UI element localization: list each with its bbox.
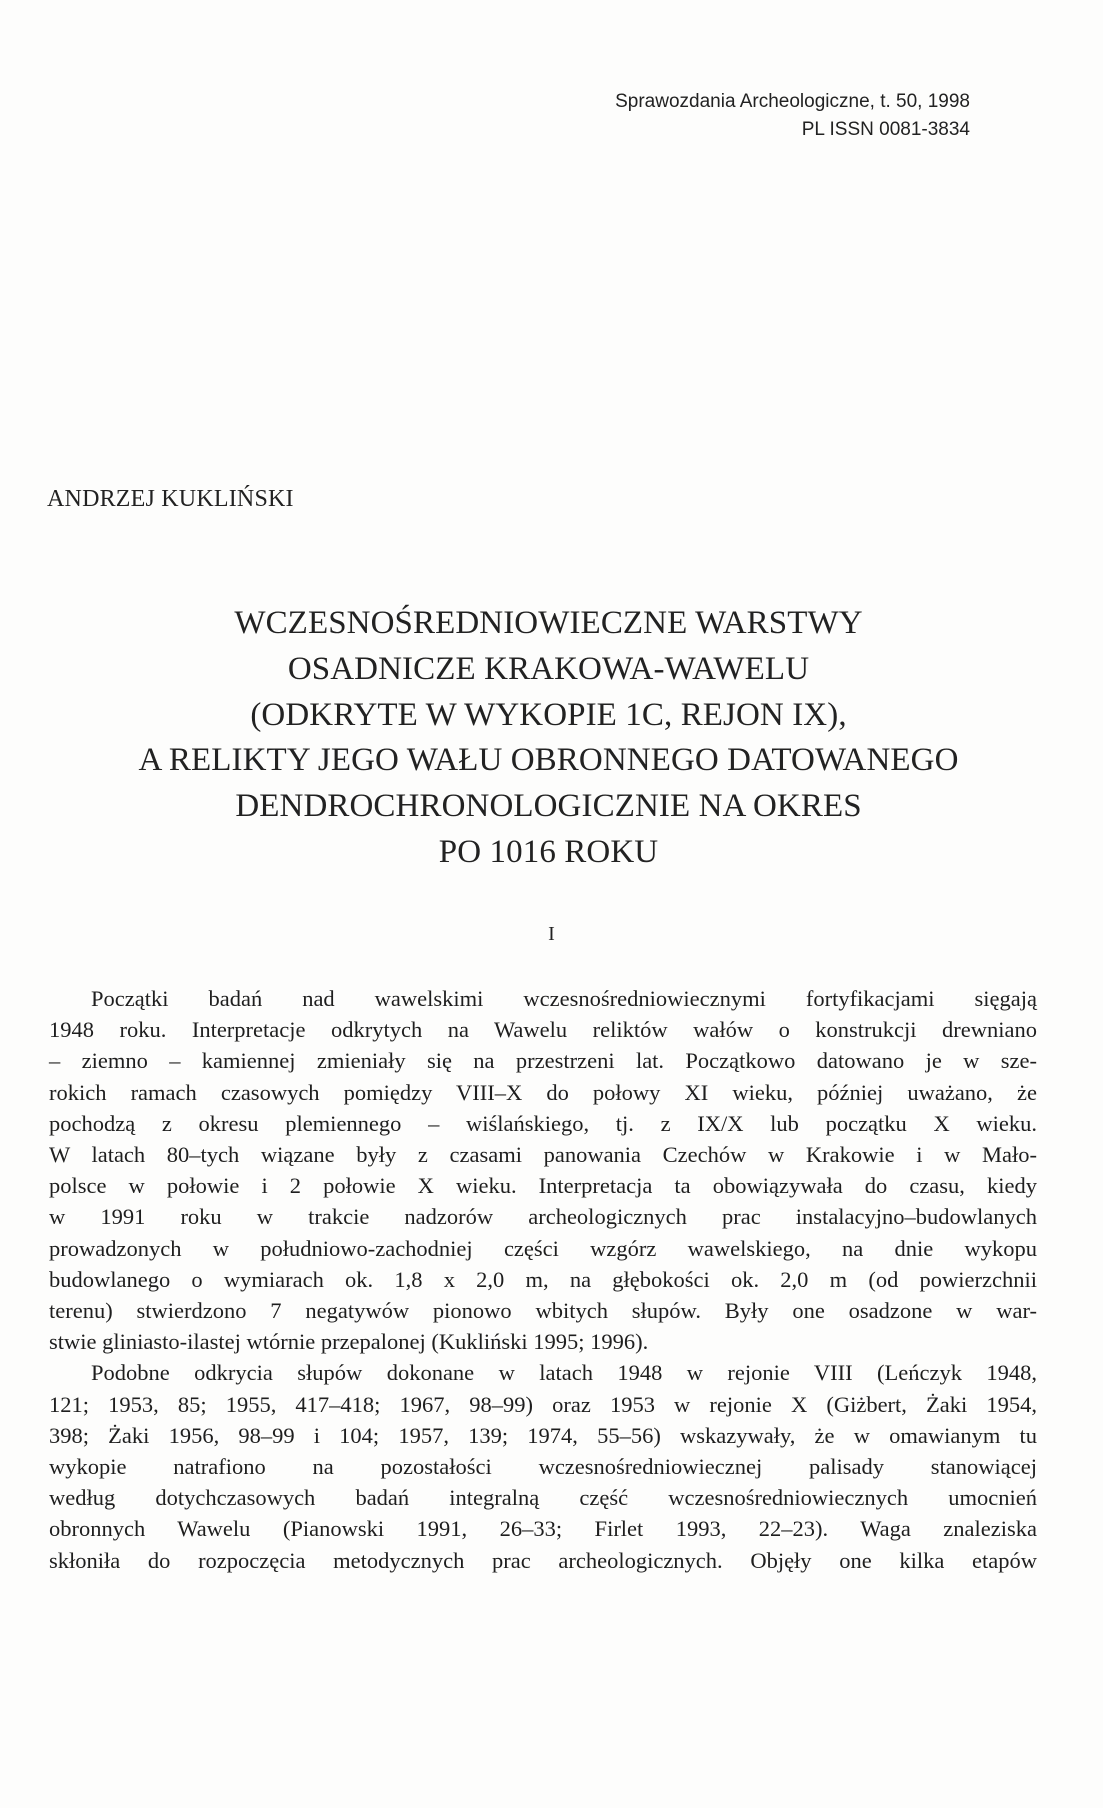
body-text (49, 983, 1037, 1576)
text-line: 1948 roku. Interpretacje odkrytych na Wawelu reliktów wałów o konstrukcji drewniano (49, 1017, 1037, 1043)
title-line: (ODKRYTE W WYKOPIE 1C, REJON IX), (250, 696, 847, 733)
section-number: I (548, 923, 555, 945)
text-line: według dotychczasowych badań integralną część wczesnośredniowiecznych umocnień (49, 1485, 1037, 1511)
text-line: Początki badań nad wawelskimi wczesnośredniowiecznymi fortyfikacjami sięgają (91, 986, 1037, 1011)
article-title (47, 601, 1050, 876)
text-line: pochodzą z okresu plemiennego – wiślańskiego, tj. z IX/X lub początku X wieku. (49, 1110, 1037, 1136)
issn-number: PL ISSN 0081-3834 (801, 119, 970, 140)
title-line: OSADNICZE KRAKOWA-WAWELU (287, 650, 810, 687)
text-line: W latach 80–tych wiązane były z czasami panowania Czechów w Krakowie i w Mało- (49, 1142, 1037, 1168)
paragraph (49, 1357, 1037, 1575)
title-line: WCZESNOŚREDNIOWIECZNE WARSTWY (234, 605, 863, 641)
text-line: w 1991 roku w trakcie nadzorów archeologicznych prac instalacyjno–budowlanych (49, 1204, 1037, 1230)
text-line: skłoniła do rozpoczęcia metodycznych prac archeologicznych. Objęły one kilka etapów (49, 1547, 1037, 1573)
text-line: obronnych Wawelu (Pianowski 1991, 26–33; Firlet 1993, 22–23). Waga znaleziska (49, 1516, 1037, 1542)
title-line: A RELIKTY JEGO WAŁU OBRONNEGO DATOWANEGO (138, 742, 959, 779)
text-line: terenu) stwierdzono 7 negatywów pionowo wbitych słupów. Były one osadzone w war- (49, 1298, 1037, 1324)
text-line: prowadzonych w południowo-zachodniej części wzgórz wawelskiego, na dnie wykopu (49, 1235, 1037, 1261)
journal-citation: Sprawozdania Archeologiczne, t. 50, 1998 (615, 91, 970, 112)
title-line: DENDROCHRONOLOGICZNIE NA OKRES (235, 788, 862, 825)
text-line: budowlanego o wymiarach ok. 1,8 x 2,0 m, na głębokości ok. 2,0 m (od powierzchnii (49, 1266, 1037, 1292)
text-line: polsce w połowie i 2 połowie X wieku. Interpretacja ta obowiązywała do czasu, kiedy (49, 1173, 1037, 1199)
author-name: ANDRZEJ KUKLIŃSKI (47, 486, 294, 512)
text-line: 121; 1953, 85; 1955, 417–418; 1967, 98–99) oraz 1953 w rejonie X (Giżbert, Żaki 1954, (49, 1391, 1037, 1417)
text-line: rokich ramach czasowych pomiędzy VIII–X do połowy XI wieku, później uważano, że (49, 1079, 1037, 1105)
title-line: PO 1016 ROKU (438, 833, 659, 870)
text-line: – ziemno – kamiennej zmieniały się na przestrzeni lat. Początkowo datowano je w sze- (49, 1048, 1037, 1074)
text-line: stwie gliniasto-ilastej wtórnie przepalonej (Kukliński 1995; 1996). (49, 1329, 649, 1355)
paragraph (49, 983, 1037, 1357)
journal-header (615, 88, 970, 144)
text-line: wykopie natrafiono na pozostałości wczesnośredniowiecznej palisady stanowiącej (49, 1454, 1037, 1480)
text-line: 398; Żaki 1956, 98–99 i 104; 1957, 139; 1974, 55–56) wskazywały, że w omawianym tu (49, 1422, 1037, 1448)
text-line: Podobne odkrycia słupów dokonane w latach 1948 w rejonie VIII (Leńczyk 1948, (91, 1360, 1037, 1386)
